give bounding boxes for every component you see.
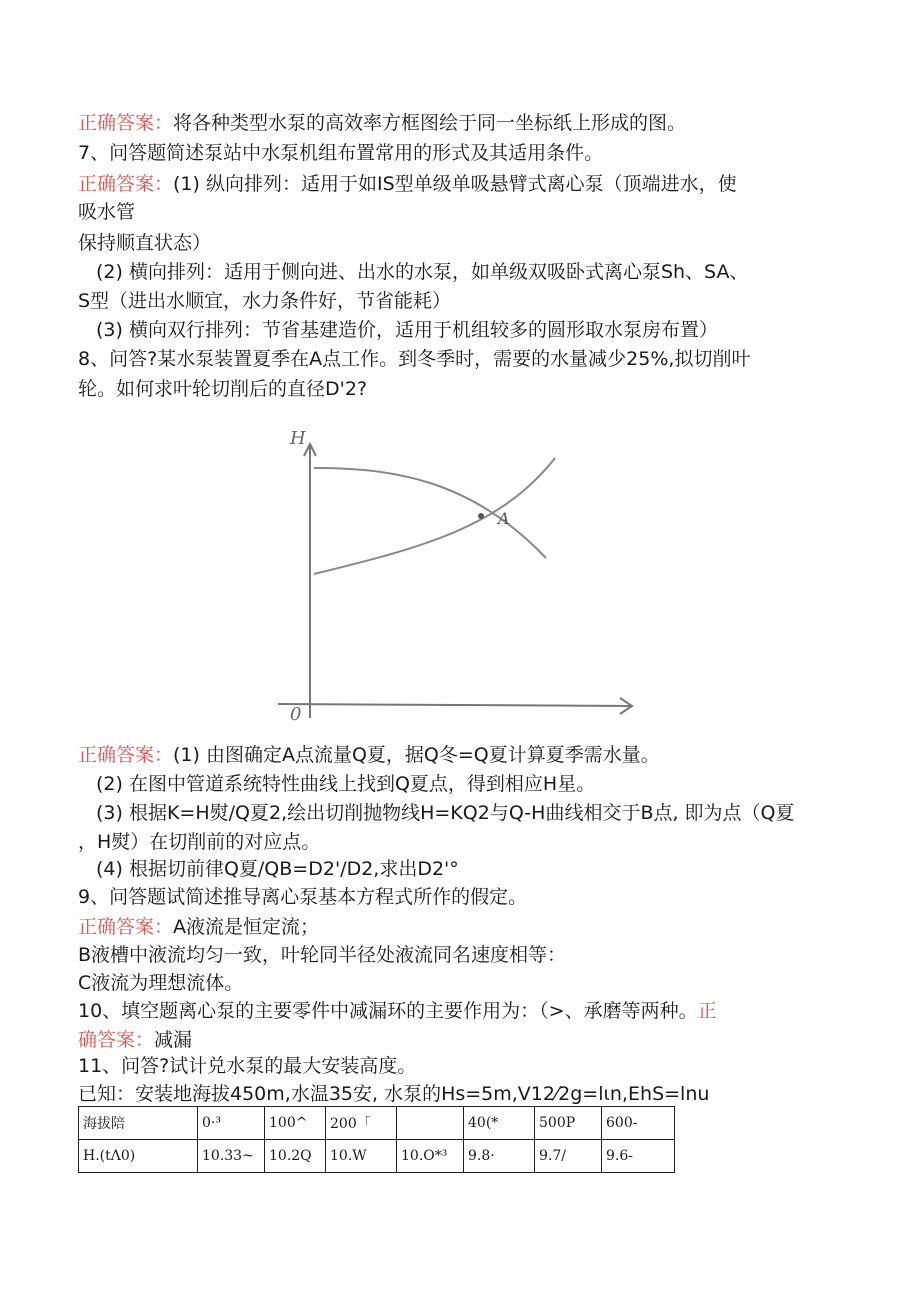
answer-line-6: 正确答案：将各种类型水泵的高效率方框图绘于同一坐标纸上形成的图。 (78, 112, 687, 134)
table-cell: 10.33~ (198, 1140, 265, 1173)
table-cell: 10.O*³ (397, 1140, 464, 1173)
answer-7-line: S型（进出水顺宜，水力条件好，节省能耗） (78, 290, 452, 312)
table-row (79, 1107, 675, 1140)
table-cell: 600- (602, 1107, 675, 1140)
table-cell: 0·³ (198, 1107, 265, 1140)
q-axis-line (278, 704, 632, 706)
question-11: 11、问答?试计兑水泵的最大安装高度。 (78, 1055, 417, 1077)
table-cell: 500P (535, 1107, 602, 1140)
question-10: 10、填空题离心泵的主要零件中减漏环的主要作用为：（>、承磨等两种。正 (78, 1000, 717, 1022)
answer-9-line: B液槽中液流均匀一致，叶轮同半径处液流同名速度相等： (78, 944, 567, 966)
answer-8-item-2: (2) 在图中管道系统特性曲线上找到Q夏点，得到相应H星。 (96, 773, 596, 795)
question-11-known: 已知：安装地海拔450m,水温35安, 水泵的Hs=5m,V12⁄2g=lιn,EhS=lnu (78, 1083, 710, 1105)
table-cell: 200「 (326, 1107, 397, 1140)
table-cell: 9.6- (602, 1140, 675, 1173)
answer-7-item-2: (2) 横向排列：适用于侧向进、出水的水泵，如单级双吸卧式离心泵Sh、SA、 (96, 261, 749, 283)
answer-label: 正确答案： (78, 112, 174, 134)
answer-10-line: 确答案：减漏 (78, 1029, 193, 1051)
table-cell: 海拔陪 (79, 1107, 198, 1140)
pump-curve-figure (270, 418, 650, 728)
answer-label: 正确答案： (78, 173, 174, 195)
answer-label: 正确答案： (78, 916, 174, 938)
answer-8-item-3: (3) 根据K=H熨/Q夏2,绘出切削抛物线H=KQ2与Q-H曲线相交于B点, 即为点（Q夏 (96, 802, 795, 824)
system-curve (314, 458, 555, 574)
operating-point-a (478, 513, 484, 519)
table-cell: 9.8· (464, 1140, 535, 1173)
answer-8-item-4: (4) 根据切前律Q夏/QB=D2'/D2,求出D2'° (96, 858, 459, 880)
table-cell: 10.W (326, 1140, 397, 1173)
table-cell: 100^ (265, 1107, 326, 1140)
table-cell (397, 1107, 464, 1140)
origin-label: 0 (290, 704, 302, 725)
point-a-label: A (498, 509, 510, 528)
answer-label: 正确答案： (78, 744, 174, 766)
question-8-cont: 轮。如何求叶轮切削后的直径D'2? (78, 378, 368, 400)
question-9: 9、问答题试简述推导离心泵基本方程式所作的假定。 (78, 886, 528, 908)
answer-7-line: 保持顺直状态） (78, 232, 212, 254)
question-8: 8、问答?某水泵装置夏季在A点工作。到冬季时，需要的水量减少25%,拟切削叶 (78, 348, 751, 370)
table-cell: 40(* (464, 1107, 535, 1140)
q-h-curve (314, 468, 546, 558)
pump-curve-svg (270, 418, 650, 728)
table-row (79, 1140, 675, 1173)
answer-7-line: 正确答案：(1) 纵向排列：适用于如IS型单级单吸悬臂式离心泵（顶端进水，使 (78, 173, 737, 195)
h-axis-label: H (290, 428, 306, 449)
answer-9-line: C液流为理想流体。 (78, 972, 244, 994)
table-cell: H.(tΛ0) (79, 1140, 198, 1173)
answer-9-line: 正确答案：A液流是恒定流； (78, 916, 320, 938)
altitude-table (78, 1106, 675, 1173)
answer-8-line: ，H熨）在切削前的对应点。 (78, 831, 321, 853)
answer-7-item-3: (3) 横向双行排列：节省基建造价，适用于机组较多的圆形取水泵房布置） (96, 319, 718, 341)
table-cell: 10.2Q (265, 1140, 326, 1173)
answer-7-line: 吸水管 (78, 201, 136, 223)
question-7: 7、问答题简述泵站中水泵机组布置常用的形式及其适用条件。 (78, 142, 604, 164)
table-cell: 9.7/ (535, 1140, 602, 1173)
answer-8-line: 正确答案：(1) 由图确定A点流量Q夏，据Q冬=Q夏计算夏季需水量。 (78, 744, 660, 766)
